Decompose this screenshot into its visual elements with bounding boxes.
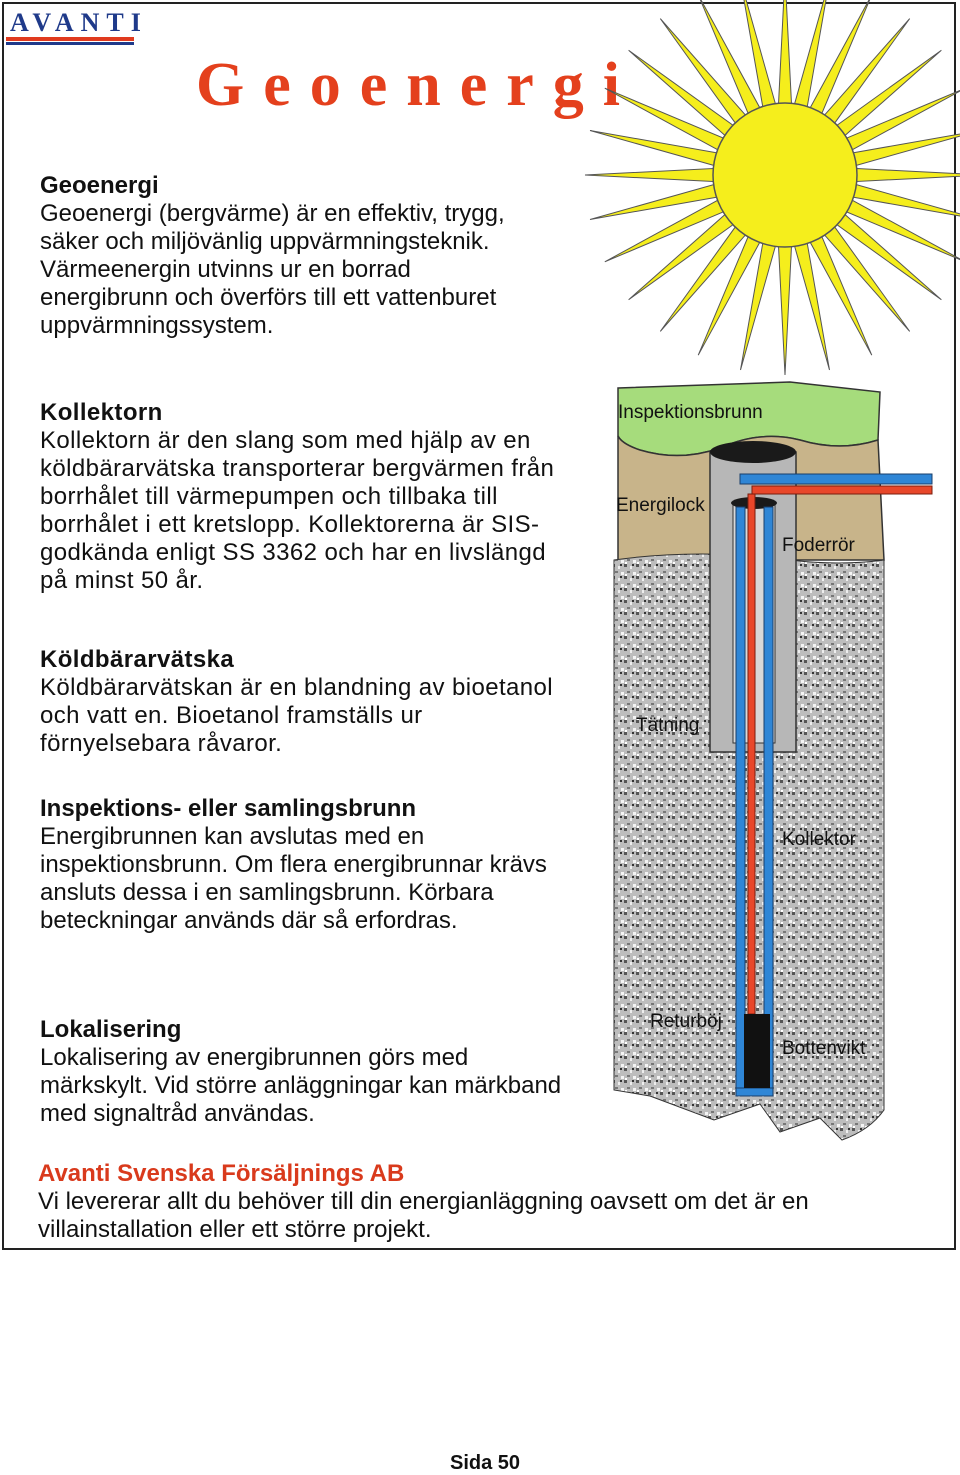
page-title: Geoenergi [196,51,640,119]
section-geoenergi [40,172,510,340]
section-heading: Geoenergi [40,172,159,199]
section-body: Geoenergi (bergvärme) är en effektiv, trygg, säker och miljövänlig uppvärmningsteknik. Värmeenergin utvinns ur en borrad energibrunn och överförs till ett vattenburet uppvärmningssystem. [40,200,505,339]
collector-pipe-blue-left [736,507,745,1095]
section-heading: Lokalisering [40,1016,182,1043]
company-text: Vi levererar allt du behöver till din energianläggning oavsett om det är en villainstallation eller ett större projekt. [38,1188,809,1243]
label-tatning: Tätning [636,715,700,736]
collector-bottom [736,1088,773,1096]
company-name: Avanti Svenska Försäljnings AB [38,1160,405,1187]
inspection-well-lid [710,441,796,463]
label-energilock: Energilock [616,495,705,516]
label-foderror: Foderrör [782,535,855,556]
section-heading: Köldbärarvätska [40,646,235,673]
company-block [38,1160,898,1244]
section-heading: Inspektions- eller samlingsbrunn [40,795,417,822]
section-kollektorn [40,399,560,595]
sun-icon [585,0,960,375]
sun-disc [713,103,857,247]
section-body: Kollektorn är den slang som med hjälp av en köldbärarvätska transporterar bergvärmen från borrhålet till värmepumpen och tillbaka till borrhålet i ett kretslopp. Kollektorerna är SIS-godkända enligt SS 3362 och har en livslängd på minst 50 år. [40,427,555,594]
section-koldbararvatska [40,646,560,758]
section-body: Energibrunnen kan avslutas med en inspektionsbrunn. Om flera energibrunnar krävs ansluts dessa i en samlingsbrunn. Körbara beteckningar används där så erfordras. [40,823,547,934]
horizontal-pipe-red [752,486,932,494]
section-body: Lokalisering av energibrunnen görs med märkskylt. Vid större anläggningar kan märkband med signaltråd användas. [40,1044,562,1127]
collector-pipe-red [748,494,755,1014]
label-kollektor: Kollektor [782,829,856,850]
section-body: Köldbärarvätskan är en blandning av bioetanol och vatt en. Bioetanol framställs ur förnyelsebara råvaror. [40,674,554,757]
section-inspektionsbrunn [40,795,580,935]
label-inspektionsbrunn: Inspektionsbrunn [618,402,763,423]
label-returboj: Returböj [650,1011,722,1032]
label-bottenvikt: Bottenvikt [782,1038,866,1059]
page-number: Sida 50 [450,1452,521,1474]
section-heading: Kollektorn [40,399,163,426]
collector-pipe-blue-right [764,507,773,1095]
logo-text: AVANTI [10,8,148,37]
section-lokalisering [40,1016,580,1128]
bottom-weight [744,1014,770,1088]
horizontal-pipe-blue [740,474,932,484]
